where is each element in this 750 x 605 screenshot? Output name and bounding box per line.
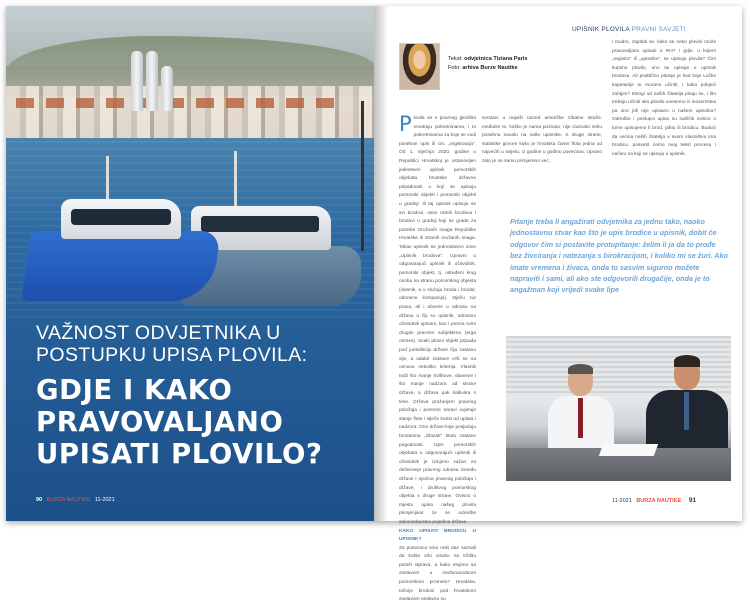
article-credits	[448, 55, 528, 73]
drop-cap: P	[399, 112, 412, 136]
credit-text-label: Tekst:	[448, 56, 463, 62]
body-text-1: lovila se s pravnog gledišta smatraju pokretninama, i to pokretninama za koje se vodi poseban upis ili tzv. „registracija“. Od 1. siječnja 2020. godine u Republici Hrvatskoj je ustanovljen jedinstven upisnik pomorskih objekata hrvatske državne pripadnosti u koji se upisuju pomorski objekti i pomorski objekti u gradnji. Ili taj upisnik upisuju se svi brodovi, osim ratnih brodova i brodovi u gradnji koji se grade za potrebe Oružanih snaga Republike Hrvatske ili stranih oružanih snaga. Takav upisnik se jednostavno zove „Upisnik brodova“. Upravni u odgovarajući upisnik ili očevidnik, pomorski objekt, tj. određeni krug osoba na stranu pomorskog objekta (vlasnik, a u slučaju broda i brodar, odnosno kompanija), stječu niz prava, ali i obveze u odnosu na državu u čiji su upisnik, odnosno očevidnik upisani, kao i prema svim drugim pravnim subjektima (erga omnes). Svaki plovni objekt pripada pod jurisdikciju države čiju zastavu vije, a odabir zastave vrši se na osnovu nekoliko kriterija. Vlasnik traži što manje troškove, obavezе i što manje nadzora od strane države, a država pak kalkulira s time. Država pružanjem pravnog položaja i porezne naravi uvjetuje stanje flote i stječe korist od uplata i nadzora. One države koje posjeduju brodarima „izlazak“ titula zastave pogodnosti. Upis pomorskih objekata u odgovarajući upisnik ili očevidnik je izmjeno važan za definiranje pravnog odnosa između države i njezina pravnog položaja i države, i društvog pomorskog objekta s druge strane. Ovisno o mjestu upisa našeg plovila primjenjivat će se odredbe zakonodavstva pojedine države.	[399, 116, 476, 525]
sailboat-mast	[361, 101, 364, 251]
boat-grey-window	[201, 216, 319, 232]
page-gutter-shadow	[374, 6, 388, 521]
boat-blue-window	[71, 209, 171, 225]
photo-silo	[161, 66, 173, 111]
subheading: KAKO UPISATI BRODICU U UPISNIK?	[399, 528, 476, 543]
body-text-3: i mudro, zapitati se, kako se neko plovilo može pravovaljano upisati u RH? I gdje, u kojem „registru“ ili „upisniku“, se upisuju plovila? Čim kupimo plovilo, ono se upisuje u upisnik brodova. Ali praktično pitanje je kod koje Lučke kapetanije to morano učiniti, i kako pobjeći zahtjev? Mnogi od naših čitatelja pitaju se, i što trebaju učiniti ako plovilo unesemo iz inozemstva pa ono još nije upisano u našem upisniku? Odredbe i postupci upisa su različiti ovisno o tome upisujemo li brod, jahtu ili brodicu. Budući da većina naših čitatelja u svom vlasništvu ima brodicu, posvetit ćemo ovaj tekst procesu i načinu na koji se upisuju u upisnik.	[612, 40, 716, 157]
issue-label: 11-2021	[94, 497, 115, 503]
meeting-photo	[506, 336, 731, 481]
boat-mast	[234, 151, 237, 209]
body-column-1	[399, 112, 476, 603]
author-portrait	[399, 43, 440, 90]
photo-roofs	[16, 98, 336, 108]
magazine-name: BURZA NAUTIKE	[46, 497, 91, 503]
body-text-1b: Za putovnicu smo neki dan saznali da košta vrlo visoko na tržištu putnih isprava, a kako stojimo sa zastavom u međunarodnom pomorskom prometu? Hrvatska, točnije brodovi pod hrvatskom zastavom nedavno su	[399, 545, 476, 603]
section-header	[572, 26, 686, 33]
photo-document	[599, 444, 658, 456]
photo-town	[6, 86, 374, 141]
credit-photo-value: arhiva Burze Nautike	[462, 65, 518, 71]
left-footer	[36, 497, 115, 503]
page-number: 91	[688, 497, 697, 504]
photo-silo	[146, 51, 158, 111]
photo-silo	[131, 51, 143, 111]
section-label: UPISNIK PLOVILA	[572, 26, 630, 33]
magazine-name: BURZA NAUTIKE	[636, 498, 682, 504]
body-text-2: svrstani u najviši razred američke Obalne straže, međutim to, koliko je nama poznato, nije izazvalo neku posebnu navalu na naše upisnike. S druge strane, statistike govore kako je hrvatska čarter flota jedna od najvećih u svijetu, iz godine u godinu povećava. Upravo zato je ne samo primjereno već,	[482, 116, 602, 164]
credit-photo-label: Foto:	[448, 65, 461, 71]
issue-label: 11-2021	[612, 498, 632, 504]
body-column-2	[482, 115, 602, 164]
page-number: 90	[36, 497, 43, 503]
boat-blue-hull	[21, 231, 221, 301]
boat-mast	[106, 156, 109, 201]
credit-text-value: odvjetnica Tiziana Paris	[464, 56, 528, 62]
article-title-block	[36, 322, 356, 470]
article-kicker: VAŽNOST ODVJETNIKA U POSTUPKU UPISA PLOVILA:	[36, 322, 308, 366]
body-column-3	[612, 39, 716, 211]
pull-quote: Pitanje treba li angažirati odvjetnika za jednu tako, naoko jednostavnu stvar kao što je upis brodice u upisnik, dobit će odgovor čim si postavite protupitanje: želim li ja da to prođe bez živciranja i natezanja s birokracijom, i koliko mi se žuri. Ako imate vremena i živaca, onda to sasvim sigurno možete napraviti i sami, ali ako ste odgovorili drugačije, onda je to angažman koji vrijedi svake lipe	[510, 217, 728, 295]
right-footer	[612, 497, 696, 504]
subsection-label: PRAVNI SAVJETI	[631, 26, 686, 33]
article-headline: GDJE I KAKO PRAVOVALJANO UPISATI PLOVILO?	[36, 374, 323, 470]
